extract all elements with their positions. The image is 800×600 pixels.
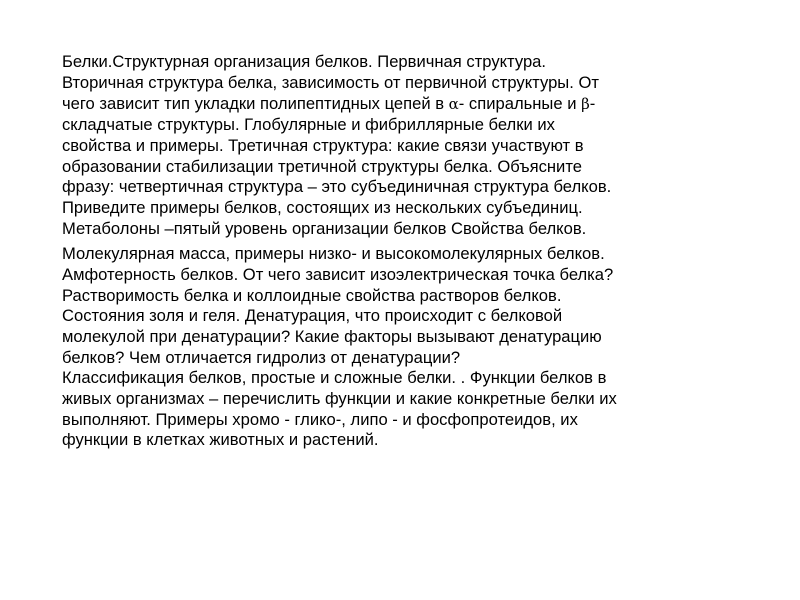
- text-line: выполняют. Примеры хромо - глико-, липо - и фосфопротеидов, их: [62, 409, 578, 429]
- text-line: функции в клетках животных и растений.: [62, 430, 379, 450]
- text-line: Растворимость белка и коллоидные свойства растворов белков.: [62, 285, 562, 305]
- text-line: живых организмах – перечислить функции и какие конкретные белки их: [62, 389, 617, 409]
- text-line: белков? Чем отличается гидролиз от денатурации?: [62, 347, 461, 367]
- text-line: складчатые структуры. Глобулярные и фибриллярные белки их: [62, 114, 555, 134]
- text-line: Классификация белков, простые и сложные белки. . Функции белков в: [62, 368, 607, 388]
- text-line: Приведите примеры белков, состоящих из нескольких субъединиц.: [62, 198, 583, 218]
- text-line: образовании стабилизации третичной структуры белка. Объясните: [62, 156, 582, 176]
- paragraph-protein-properties: [62, 244, 752, 451]
- text-line: Амфотерность белков. От чего зависит изоэлектрическая точка белка?: [62, 264, 614, 284]
- text-segment: - спиральные и: [458, 93, 582, 113]
- text-line: Состояния золя и геля. Денатурация, что происходит с белковой: [62, 306, 563, 326]
- text-line: свойства и примеры. Третичная структура: какие связи участвуют в: [62, 135, 584, 155]
- text-line: молекулой при денатурации? Какие факторы вызывают денатурацию: [62, 326, 602, 346]
- text-line: [62, 94, 752, 115]
- text-segment: -: [589, 93, 596, 113]
- beta-symbol: β: [581, 94, 590, 113]
- text-segment: чего зависит тип укладки полипептидных цепей в: [62, 93, 449, 113]
- text-line: фразу: четвертичная структура – это субъединичная структура белков.: [62, 177, 612, 197]
- paragraph-protein-structure: [62, 52, 752, 240]
- slide-text: [62, 52, 752, 451]
- text-line: Вторичная структура белка, зависимость от первичной структуры. От: [62, 72, 599, 92]
- text-line: Белки.Структурная организация белков. Первичная структура.: [62, 52, 547, 71]
- text-line: Метаболоны –пятый уровень организации белков Свойства белков.: [62, 219, 587, 239]
- alpha-symbol: α: [448, 94, 459, 113]
- text-line: Молекулярная масса, примеры низко- и высокомолекулярных белков.: [62, 244, 605, 264]
